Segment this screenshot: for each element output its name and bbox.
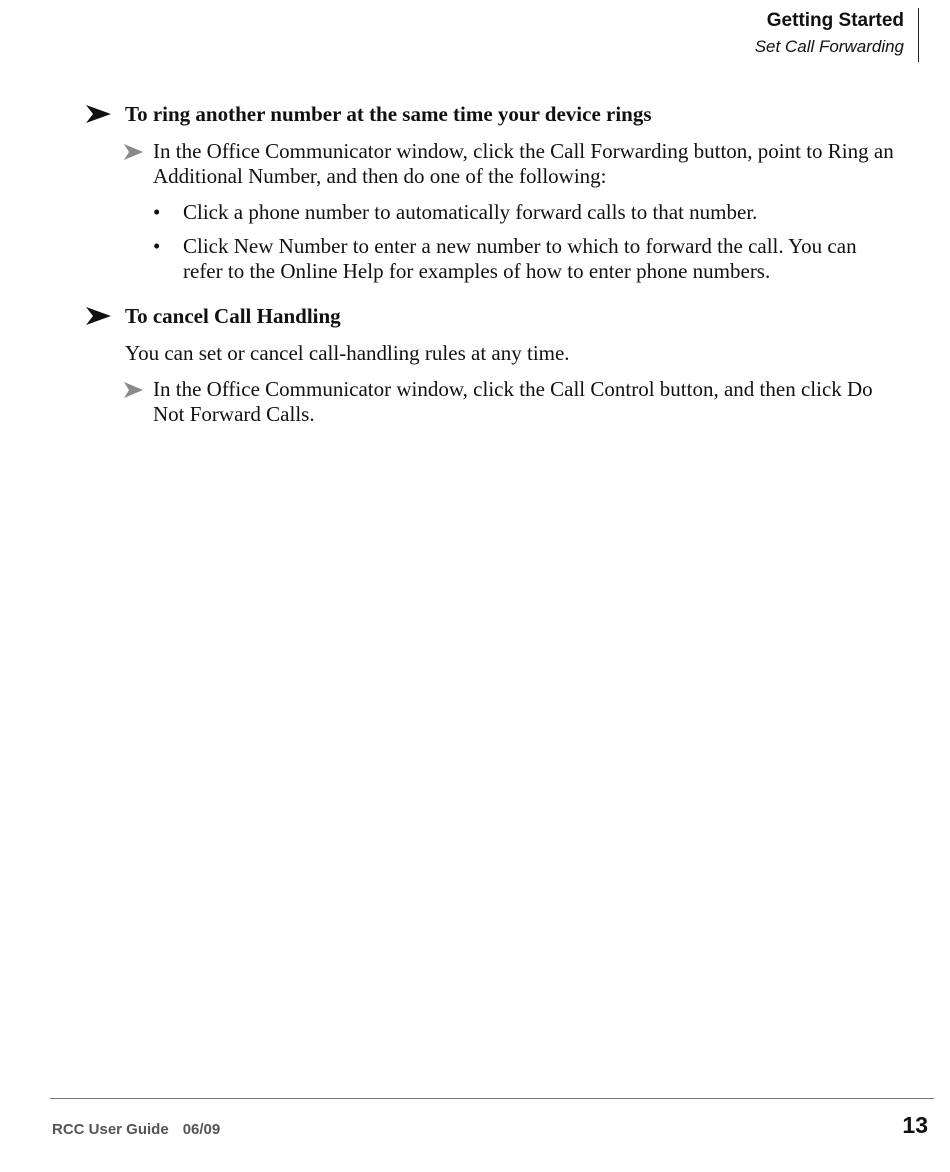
footer-rule bbox=[50, 1098, 934, 1099]
procedure-arrow-icon bbox=[86, 307, 111, 325]
procedure-heading-text: To cancel Call Handling bbox=[125, 304, 341, 328]
bullet-item bbox=[153, 200, 898, 225]
procedure-heading-cancel-call-handling bbox=[86, 303, 341, 329]
header-section-title: Getting Started bbox=[766, 10, 904, 31]
bullet-dot: • bbox=[153, 200, 161, 224]
step-arrow-icon bbox=[124, 382, 143, 398]
procedure-intro-text: You can set or cancel call-handling rules at any time. bbox=[125, 341, 570, 365]
procedure-heading-ring-another-number bbox=[86, 101, 652, 127]
footer-date: 06/09 bbox=[182, 1121, 221, 1138]
page-number: 13 bbox=[902, 1112, 928, 1138]
procedure-arrow-icon bbox=[86, 105, 111, 123]
procedure-step bbox=[124, 377, 904, 427]
footer-doc-info bbox=[52, 1121, 220, 1138]
bullet-dot: • bbox=[153, 234, 161, 258]
procedure-step-text: In the Office Communicator window, click the Call Control button, and then click Do Not Forward Calls. bbox=[153, 377, 873, 426]
header-subsection-title: Set Call Forwarding bbox=[754, 37, 904, 56]
running-header bbox=[755, 8, 919, 62]
procedure-step-text: In the Office Communicator window, click the Call Forwarding button, point to Ring an Additional Number, and then do one of the following: bbox=[153, 139, 894, 188]
footer-doc-title: RCC User Guide bbox=[52, 1121, 169, 1138]
bullet-text: Click New Number to enter a new number to which to forward the call. You can refer to the Online Help for examples of how to enter phone numbers. bbox=[183, 234, 857, 283]
procedure-heading-text: To ring another number at the same time your device rings bbox=[125, 102, 652, 126]
procedure-step bbox=[124, 139, 904, 189]
bullet-text: Click a phone number to automatically forward calls to that number. bbox=[183, 200, 758, 224]
step-arrow-icon bbox=[124, 144, 143, 160]
bullet-item bbox=[153, 234, 898, 284]
